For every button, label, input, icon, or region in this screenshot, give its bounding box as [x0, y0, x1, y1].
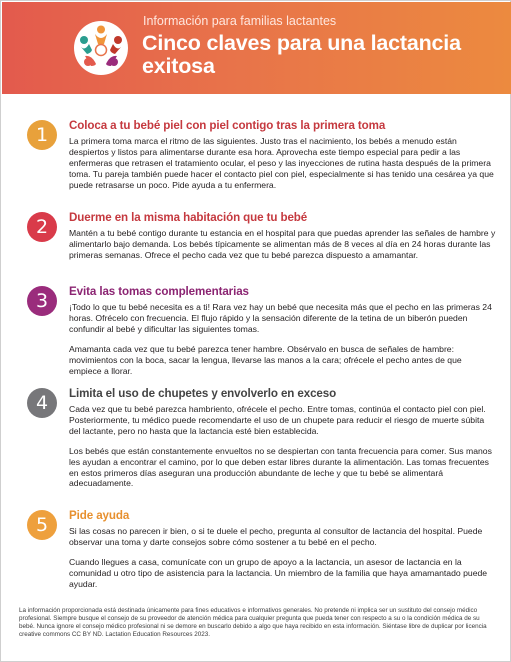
- section-paragraph: Amamanta cada vez que tu bebé parezca tener hambre. Obsérvalo en busca de señales de hambre: movimientos con la boca, sacar la lengua, llevarse las manos a la cara; ofrécele el pecho antes de que empiece a llorar.: [69, 343, 462, 376]
- section-paragraph: ¡Todo lo que tu bebé necesita es a ti! Rara vez hay un bebé que necesita más que el pecho en las primeras 24 horas. Ofrécelo con frecuencia. El flujo rápido y la sensación diferente de la tetina de un biberón pueden confundir al bebé y dificultar las siguientes tomas.: [69, 302, 492, 334]
- section-paragraph: Cada vez que tu bebé parezca hambriento, ofrécele el pecho. Entre tomas, continúa el contacto piel con piel. Posteriormente, tu médico puede recomendarte el uso de un chupete para reducir el riesgo de muerte súbita del lactante, pero no hasta que la lactancia esté bien establecida.: [69, 404, 486, 436]
- step-number-badge: 3: [27, 286, 57, 316]
- footer-disclaimer: La información proporcionada está destinada únicamente para fines educativos e informativos generales. No pretende ni implica ser un sustituto del consejo médico profesional. Siempre busque el consejo de su proveedor de atención médica para cualquier pregunta que pueda tener con respecto a su o la condición médica de su bebé. Nunca ignore el consejo médico profesional ni se demore en buscarlo debido a algo que haya recibido en esta información. Siéntase libre de duplicar por licencia creative commons CC BY ND. Lactation Education Resources 2023.: [19, 607, 487, 638]
- section-body: [69, 526, 496, 599]
- family-circle-logo-icon: [73, 20, 129, 76]
- section-body: [69, 404, 496, 498]
- section-body: [69, 136, 496, 200]
- step-number-badge: 5: [27, 510, 57, 540]
- page-title: Cinco claves para una lactancia exitosa: [142, 31, 461, 78]
- section-paragraph: Mantén a tu bebé contigo durante tu estancia en el hospital para que puedas aprender las señales de hambre y alimentarlo bajo demanda. Los bebés típicamente se alimentan más de 8 veces al día en 24 horas durante las primeras semanas. Ofrece el pecho cada vez que tu bebé parezca dispuesto a amamantar.: [69, 228, 496, 260]
- section-body: [69, 302, 496, 385]
- section-body: [69, 228, 496, 270]
- section-title: Pide ayuda: [69, 509, 130, 522]
- header-banner: [2, 2, 511, 94]
- section-paragraph: Si las cosas no parecen ir bien, o si te duele el pecho, pregunta al consultor de lactancia del hospital. Puede observar una toma y darte consejos sobre cómo sostener a tu bebé en el pecho.: [69, 526, 483, 547]
- section-paragraph: Cuando llegues a casa, comunícate con un grupo de apoyo a la lactancia, un asesor de lactancia en la comunidad u otro tipo de asistencia para la lactancia. Un miembro de la familia que haya amamantado puede ayudar.: [69, 556, 488, 589]
- section-paragraph: Los bebés que están constantemente envueltos no se despiertan con tanta frecuencia para comer. Sus manos les ayudan a encontrar el camino, por lo que deben estar libres durante la alimentación. Las tomas frecuentes en estos primeros días aseguran una producción abundante de leche y que tu bebé se alimentará adecuadamente.: [69, 445, 492, 489]
- step-number-badge: 1: [27, 120, 57, 150]
- step-number-badge: 2: [27, 212, 57, 242]
- step-number-badge: 4: [27, 388, 57, 418]
- section-paragraph: La primera toma marca el ritmo de las siguientes. Justo tras el nacimiento, los bebés a menudo están despiertos y listos para alimentarse durante esa hora. Aprovecha este tiempo especial para pedir a las enfermeras que retrasen el tratamiento ocular, el peso y las inyecciones de rutina hasta después de la primera toma. Tu pareja también puede hacer el contacto piel con piel, especialmente si has tenido una cesárea ya que puede retrasarse un poco. Pide ayuda a tu enfermera.: [69, 136, 494, 190]
- section-title: Limita el uso de chupetes y envolverlo en exceso: [69, 387, 337, 400]
- header-kicker: Información para familias lactantes: [143, 14, 337, 28]
- section-title: Evita las tomas complementarias: [69, 285, 249, 298]
- section-title: Duerme en la misma habitación que tu bebé: [69, 211, 308, 224]
- section-title: Coloca a tu bebé piel con piel contigo tras la primera toma: [69, 119, 386, 132]
